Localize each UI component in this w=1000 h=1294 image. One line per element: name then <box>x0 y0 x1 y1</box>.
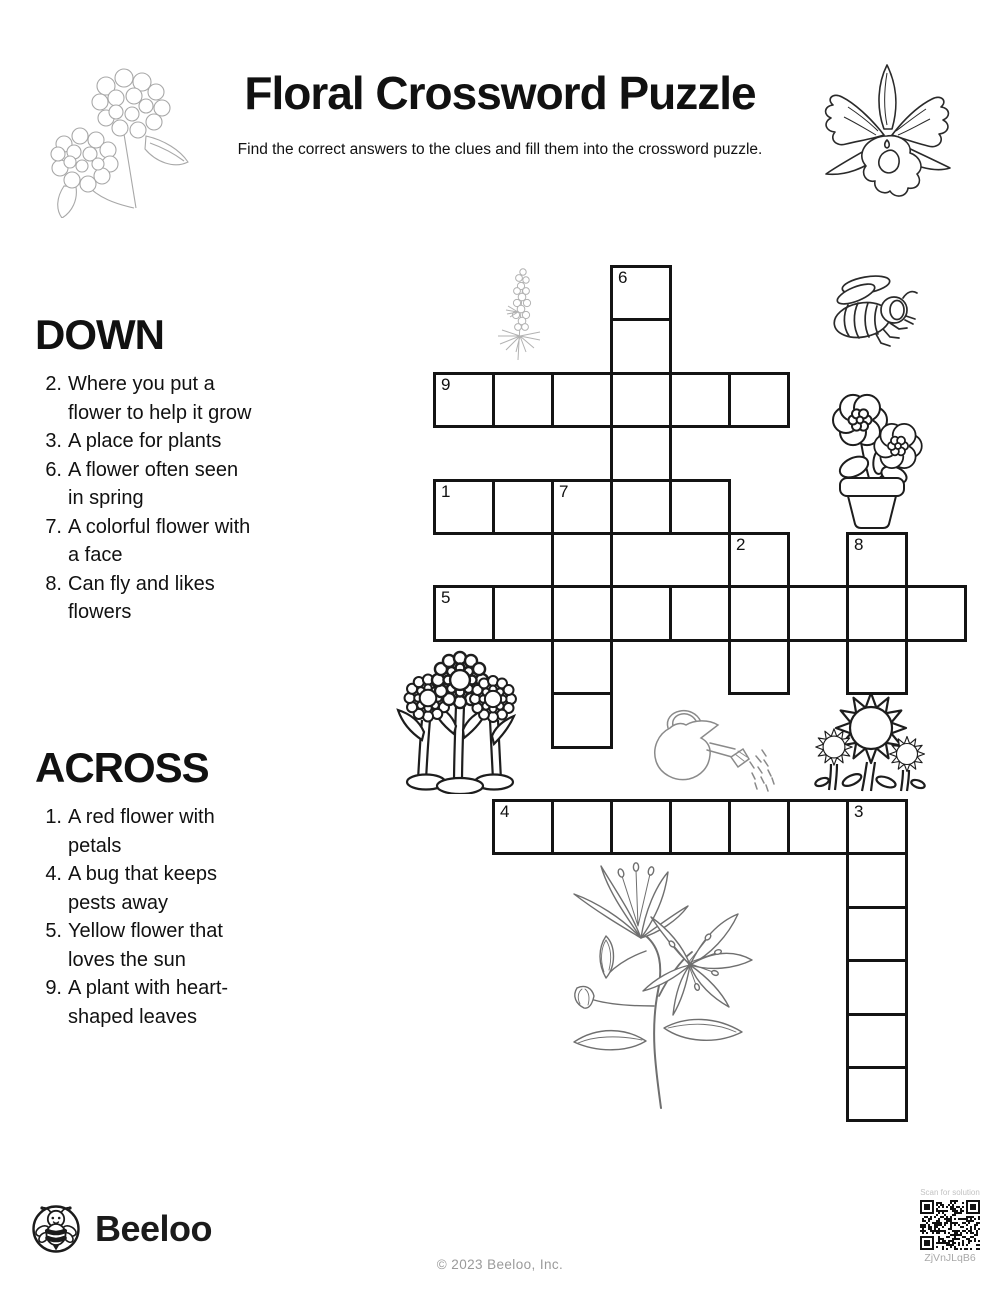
clue-number: 5. <box>45 920 62 942</box>
crossword-cell[interactable] <box>492 585 554 641</box>
crossword-cell-1[interactable] <box>433 479 495 535</box>
clue-down-6 <box>35 456 257 513</box>
crossword-cell[interactable] <box>787 585 849 641</box>
clue-across-4 <box>35 860 257 917</box>
crossword-cell[interactable] <box>669 799 731 855</box>
crossword-cell[interactable] <box>551 639 613 695</box>
crossword-cell[interactable] <box>610 425 672 481</box>
crossword-cell[interactable] <box>728 639 790 695</box>
qr-code <box>920 1200 980 1250</box>
crossword-cell-7[interactable] <box>551 479 613 535</box>
orchid-illustration <box>812 55 962 205</box>
across-clues-section <box>35 745 257 1031</box>
watering-can-illustration <box>640 698 780 793</box>
crossword-cell[interactable] <box>846 1066 908 1122</box>
crossword-cell[interactable] <box>610 585 672 641</box>
clue-down-7 <box>35 513 257 570</box>
crossword-cell[interactable] <box>846 1013 908 1069</box>
clue-text: A plant with heart-shaped leaves <box>68 977 229 1028</box>
crossword-cell[interactable] <box>492 372 554 428</box>
clue-number: 7. <box>45 515 62 538</box>
qr-block <box>901 1188 999 1264</box>
crossword-cell-9[interactable] <box>433 372 495 428</box>
page-subtitle: Find the correct answers to the clues and fill them into the crossword puzzle. <box>237 141 763 158</box>
crossword-cell-8[interactable] <box>846 532 908 588</box>
crossword-cell[interactable] <box>610 318 672 374</box>
clue-text: A place for plants <box>68 430 222 452</box>
clue-number: 6. <box>45 458 62 481</box>
crossword-cell-6[interactable] <box>610 265 672 321</box>
beeloo-brand <box>30 1203 212 1255</box>
down-heading: DOWN <box>35 311 164 358</box>
crossword-cell[interactable] <box>846 906 908 962</box>
clue-text: A colorful flower with a face <box>68 515 251 566</box>
cell-number: 8 <box>854 535 864 554</box>
lupine-sprig-illustration <box>488 256 550 364</box>
clue-down-3 <box>35 427 257 456</box>
crossword-cell[interactable] <box>610 799 672 855</box>
crossword-cell[interactable] <box>669 372 731 428</box>
clue-across-1 <box>35 803 257 860</box>
lily-illustration <box>546 856 766 1111</box>
page-title: Floral Crossword Puzzle <box>244 67 756 119</box>
crossword-cell[interactable] <box>787 799 849 855</box>
hydrangea-illustration <box>28 48 198 218</box>
cell-number: 6 <box>618 268 628 287</box>
cell-number: 5 <box>441 588 451 608</box>
clue-number: 2. <box>45 373 62 395</box>
crossword-cell[interactable] <box>551 532 613 588</box>
crossword-cell[interactable] <box>669 585 731 641</box>
qr-label: Scan for solution <box>920 1188 980 1197</box>
crossword-cell[interactable] <box>846 639 908 695</box>
potted-flowers-illustration <box>810 372 935 530</box>
bee-illustration <box>820 270 920 352</box>
clue-across-9 <box>35 974 257 1031</box>
clue-number: 1. <box>45 806 62 828</box>
down-clue-list <box>35 370 257 627</box>
flower-trio-illustration <box>396 642 524 794</box>
crossword-cell-4[interactable] <box>492 799 554 855</box>
copyright-text: © 2023 Beeloo, Inc. <box>436 1257 564 1272</box>
across-clue-list <box>35 803 257 1031</box>
cell-number: 1 <box>441 481 451 501</box>
crossword-cell[interactable] <box>846 585 908 641</box>
across-heading: ACROSS <box>35 744 209 791</box>
crossword-cell[interactable] <box>846 959 908 1015</box>
cell-number: 3 <box>854 802 864 821</box>
crossword-cell[interactable] <box>551 692 613 748</box>
crossword-cell[interactable] <box>551 372 613 428</box>
crossword-cell[interactable] <box>492 479 554 535</box>
clue-text: A flower often seen in spring <box>68 458 239 509</box>
clue-text: Yellow flower that loves the sun <box>68 920 223 971</box>
crossword-cell-3[interactable] <box>846 799 908 855</box>
clue-text: Can fly and likes flowers <box>68 572 215 623</box>
clue-across-5 <box>35 917 257 974</box>
cell-number: 9 <box>441 374 451 394</box>
beeloo-bee-icon <box>30 1203 82 1255</box>
crossword-cell[interactable] <box>846 852 908 908</box>
clue-number: 4. <box>45 863 62 885</box>
crossword-cell[interactable] <box>551 799 613 855</box>
crossword-cell-2[interactable] <box>728 532 790 588</box>
cell-number: 7 <box>559 481 569 501</box>
cell-number: 4 <box>500 802 510 821</box>
cell-number: 2 <box>736 535 746 554</box>
clue-down-8 <box>35 570 257 627</box>
crossword-cell[interactable] <box>669 479 731 535</box>
clue-text: Where you put a flower to help it grow <box>68 373 252 424</box>
clue-down-2 <box>35 370 257 427</box>
clue-number: 3. <box>45 430 62 452</box>
crossword-cell[interactable] <box>610 479 672 535</box>
crossword-cell-5[interactable] <box>433 585 495 641</box>
clue-text: A red flower with petals <box>68 806 215 857</box>
clue-number: 9. <box>45 977 62 999</box>
qr-code-text: ZjVnJLqB6 <box>924 1252 976 1264</box>
crossword-cell[interactable] <box>728 799 790 855</box>
clue-text: A bug that keeps pests away <box>68 863 218 914</box>
crossword-cell[interactable] <box>610 372 672 428</box>
beeloo-brand-name: Beeloo <box>95 1208 213 1249</box>
down-clues-section <box>35 312 257 627</box>
crossword-cell[interactable] <box>728 585 790 641</box>
clue-number: 8. <box>45 572 62 595</box>
crossword-cell[interactable] <box>551 585 613 641</box>
crossword-cell[interactable] <box>728 372 790 428</box>
sunflower-trio-illustration <box>814 690 929 794</box>
crossword-cell[interactable] <box>905 585 967 641</box>
